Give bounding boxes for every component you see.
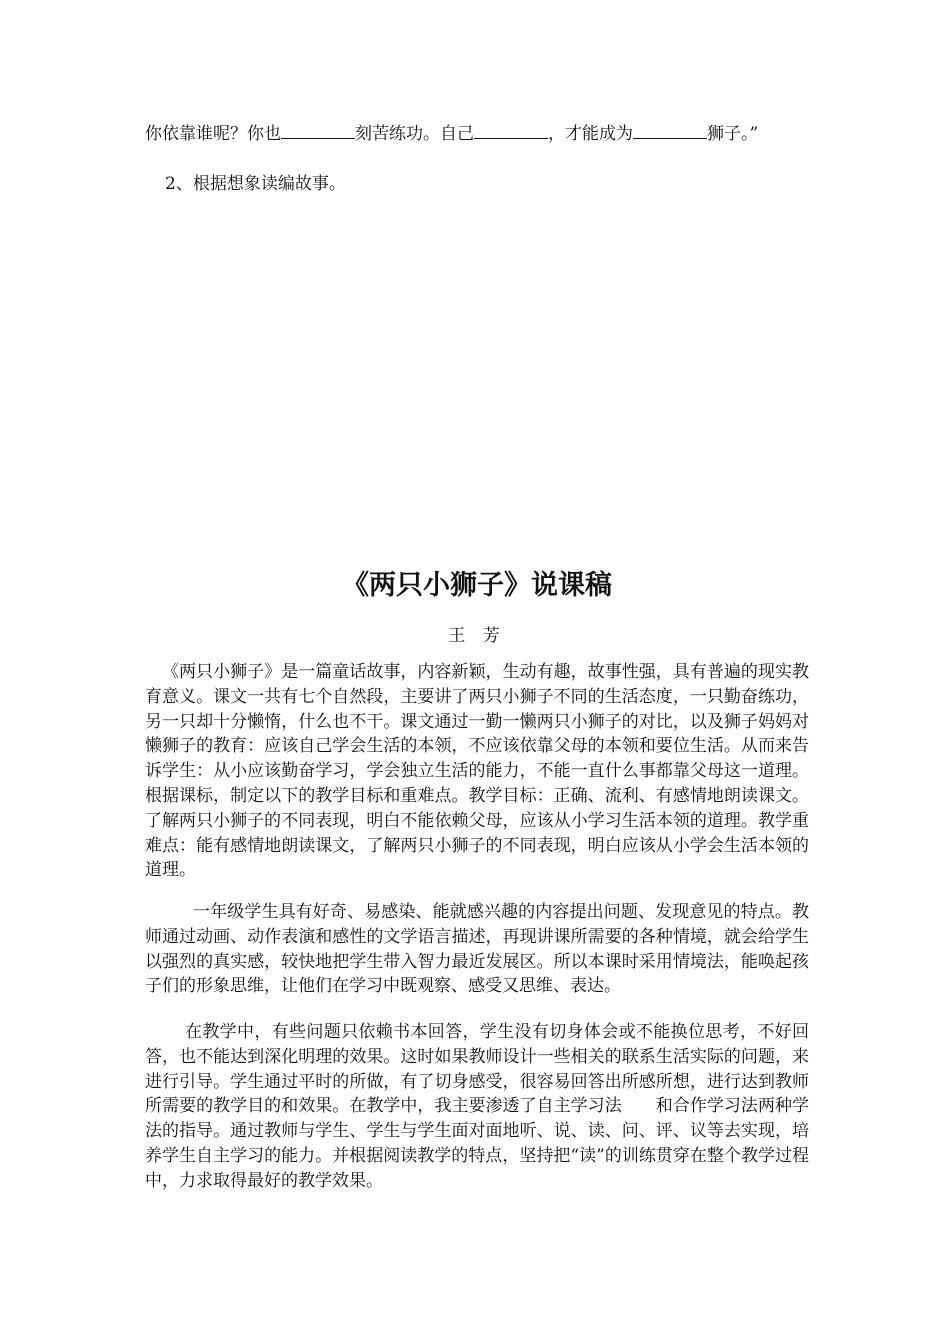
sentence-part-2: 刻苦练功。自己 [355,124,474,144]
paragraph-1: 《两只小狮子》是一篇童话故事，内容新颖，生动有趣，故事性强，具有普遍的现实教育意义。课文一共有七个自然段，主要讲了两只小狮子不同的生活态度，一只勤奋练功，另一只却十分懒惰，什么也不干。课文通过一勤一懒两只小狮子的对比，以及狮子妈妈对懒狮子的教育：应该自己学会生活的本领，不应该依靠父母的本领和要位生活。从而来告诉学生：从小应该勤奋学习，学会独立生活的能力，不能一直什么事都靠父母这一道理。根据课标，制定以下的教学目标和重难点。教学目标：正确、流利、有感情地朗读课文。了解两只小狮子的不同表现，明白不能依赖父母，应该从小学习生活本领的道理。教学重难点：能有感情地朗读课文，了解两只小狮子的不同表现，明白应该从小学会生活本领的道理。 [145,662,809,881]
sentence-part-1: 你依靠谁呢？你也 [145,124,281,144]
exercise-item-2: 2、根据想象读编故事。 [165,174,346,194]
sentence-part-3: ，才能成为 [548,124,633,144]
blank-1 [281,122,355,139]
paragraph-2: 一年级学生具有好奇、易感染、能就感兴趣的内容提出问题、发现意见的特点。教师通过动画、动作表演和感性的文学语言描述，再现讲课所需要的各种情境，就会给学生以强烈的真实感，较快地把学生带入智力最近发展区。所以本课时采用情境法，能唤起孩子们的形象思维，让他们在学习中既观察、感受又思维、表达。 [145,902,809,997]
blank-3 [633,122,707,139]
paragraph-3: 在教学中，有些问题只依赖书本回答，学生没有切身体会或不能换位思考，不好回答，也不能达到深化明理的效果。这时如果教师设计一些相关的联系生活实际的问题，来进行引导。学生通过平时的所做，有了切身感受，很容易回答出所感所想，进行达到教师所需要的教学目的和效果。在教学中，我主要渗透了自主学习法 和合作学习法两种学法的指导。通过教师与学生、学生与学生面对面地听、说、读、问、评、议等去实现，培养学生自主学习的能力。并根据阅读教学的特点，坚持把“读”的训练贯穿在整个教学过程中，力求取得最好的教学效果。 [145,1022,809,1191]
blank-2 [474,122,548,139]
fill-in-sentence [145,122,809,146]
sentence-part-4: 狮子。” [707,124,759,144]
article-author: 王 芳 [448,626,506,646]
article-title: 《两只小狮子》说课稿 [342,570,612,601]
